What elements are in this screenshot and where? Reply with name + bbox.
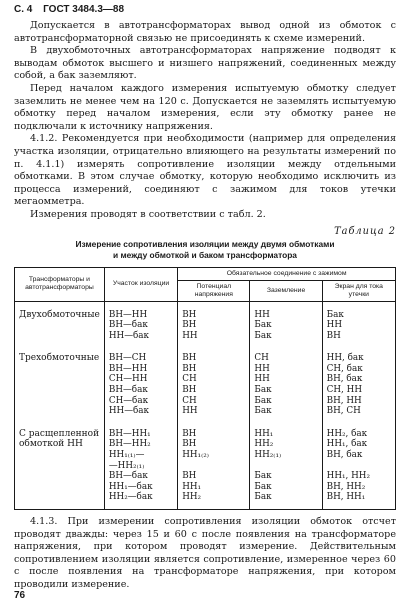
potential-value: НН₁ [182, 481, 202, 492]
ground-value: НН [254, 363, 270, 374]
ground-value [254, 461, 317, 472]
potential-value: ВН [182, 471, 197, 482]
ground-value: Бак [254, 471, 272, 482]
screen-value [327, 461, 391, 472]
paragraph: 4.1.2. Рекомендуется при необходимости (например для определения участка изоляции, отрицательно влияющего на результаты измерений по п. 4.1.1) измерять сопротивление изоляции между отдельными обмотками. В этом случае обмотку, которую необходимо исключить из процесса измерений, соединяют с зажимом для токов утечки мегаомметра. [14, 133, 396, 208]
ground-value: Бак [254, 385, 272, 396]
potential-cell [178, 345, 250, 421]
potential-value: ВН [182, 428, 197, 439]
ground-value: Бак [254, 330, 272, 341]
screen-value: Бак [326, 309, 344, 320]
potential-value [182, 461, 245, 472]
ground-value: СН [254, 353, 269, 364]
table-title [14, 239, 396, 261]
segment-value: НН₁—бак [108, 481, 153, 492]
screen-value: ВН [326, 330, 341, 341]
ground-cell [250, 345, 322, 421]
segment-value: НН—бак [108, 406, 150, 417]
segment-value: ВН—СН [108, 353, 147, 364]
header-ground: Заземление [250, 280, 322, 301]
ground-value: НН₂ [254, 439, 274, 450]
potential-value: СН [182, 395, 197, 406]
page-header [14, 4, 396, 20]
ground-cell [250, 421, 322, 510]
table-row [15, 301, 396, 345]
screen-value: НН, бак [326, 353, 364, 364]
screen-value: ВН, НН [326, 395, 362, 406]
header-potential: Потенциал напряжения [178, 280, 250, 301]
standard-id: ГОСТ 3484.3—88 [43, 4, 125, 15]
ground-cell [250, 301, 322, 345]
segment-value: НН₂—бак [108, 492, 153, 503]
paragraph: Перед началом каждого измерения испытуемую обмотку следует заземлить не менее чем на 120 с. Допускается не заземлять испытуемую обмотку перед началом измерения, если эту обмотку ранее не подключали к источнику напряжения. [14, 82, 396, 132]
screen-value: ВН, бак [326, 374, 363, 385]
segment-value: ВН—бак [108, 471, 148, 482]
segment-cell [104, 301, 177, 345]
paragraph: 4.1.3. При измерении сопротивления изоляции обмоток отсчет проводят дважды: через 15 и 60 с после появления на трансформаторе напряжения, при котором проводят измерение. Действительным сопротивлением изоляции является сопротивление, измеренное через 60 с после появления на трансформаторе напряжения, при котором проводили измерение. [14, 516, 396, 590]
header-type: Трансформаторы и автотрансформаторы [15, 267, 105, 301]
ground-value: Бак [254, 481, 272, 492]
paragraph: В двухобмоточных автотрансформаторах напряжение подводят к выводам обмоток высшего и низшего напряжений, соединенных между собой, а бак заземляют. [14, 45, 396, 82]
screen-cell [322, 345, 395, 421]
potential-cell [178, 301, 250, 345]
screen-cell [322, 301, 395, 345]
paragraph: Измерения проводят в соответствии с табл. 2. [30, 208, 266, 220]
ground-value: Бак [254, 406, 272, 417]
segment-value: НН₁₍₁₎— [108, 450, 145, 461]
screen-value: НН₁, НН₂ [326, 471, 370, 482]
potential-value: ВН [182, 385, 197, 396]
table-body [15, 301, 396, 510]
screen-value: НН₁, бак [326, 439, 368, 450]
table-title-line: и между обмоткой и баком трансформатора [113, 249, 297, 260]
potential-value: НН [182, 406, 198, 417]
table-row [15, 421, 396, 510]
segment-value: ВН—НН [108, 363, 148, 374]
segment-value: СН—бак [108, 395, 149, 406]
segment-value: СН—НН [108, 374, 148, 385]
transformer-type-cell: Двухобмоточные [15, 301, 105, 345]
header-segment: Участок изоляции [104, 267, 177, 301]
segment-value: НН—бак [108, 330, 150, 341]
transformer-type-cell: С расщепленной обмоткой НН [15, 421, 105, 510]
segment-cell [104, 345, 177, 421]
potential-value: НН₂ [182, 492, 202, 503]
segment-value: ВН—бак [108, 385, 148, 396]
ground-value: НН [254, 309, 270, 320]
potential-value: НН [182, 330, 198, 341]
page-number: 76 [14, 590, 26, 601]
screen-value: СН, НН [326, 385, 362, 396]
segment-value: ВН—бак [108, 320, 148, 331]
table-row [15, 345, 396, 421]
screen-cell [322, 421, 395, 510]
insulation-table [14, 267, 396, 511]
segment-value: ВН—НН [108, 309, 148, 320]
header-mandatory: Обязательное соединение с зажимом [178, 267, 396, 280]
ground-value: НН [254, 374, 270, 385]
potential-value: ВН [182, 353, 197, 364]
screen-value: ВН, НН₂ [326, 481, 366, 492]
ground-value: НН₁ [254, 428, 274, 439]
segment-value: ВН—НН₂ [108, 439, 151, 450]
paragraph: Допускается в автотрансформаторах вывод одной из обмоток с автотрансформаторной связью не присоединять к схеме измерений. [14, 20, 396, 44]
segment-value: ВН—НН₁ [108, 428, 151, 439]
table-number: Таблица 2 [334, 225, 396, 237]
ground-value: Бак [254, 395, 272, 406]
potential-value: ВН [182, 320, 197, 331]
potential-value: СН [182, 374, 197, 385]
potential-value: ВН [182, 309, 197, 320]
ground-value: НН₂₍₁₎ [254, 450, 282, 461]
screen-value: НН [326, 320, 342, 331]
table-title-line: Измерение сопротивления изоляции между двумя обмотками [75, 238, 335, 249]
transformer-type-cell: Трехобмоточные [15, 345, 105, 421]
ground-value: Бак [254, 492, 272, 503]
segment-value: —НН₂₍₁₎ [108, 460, 145, 471]
screen-value: СН, бак [326, 363, 363, 374]
header-screen: Экран для тока утечки [322, 280, 395, 301]
page-label: С. 4 [14, 4, 33, 15]
segment-cell [104, 421, 177, 510]
potential-value: ВН [182, 439, 197, 450]
ground-value: Бак [254, 320, 272, 331]
potential-value: ВН [182, 363, 197, 374]
screen-value: НН₂, бак [326, 428, 368, 439]
potential-cell [178, 421, 250, 510]
screen-value: ВН, НН₁ [326, 492, 366, 503]
screen-value: ВН, бак [326, 450, 363, 461]
screen-value: ВН, СН [326, 406, 361, 417]
potential-value: НН₁₍₂₎ [182, 450, 209, 461]
